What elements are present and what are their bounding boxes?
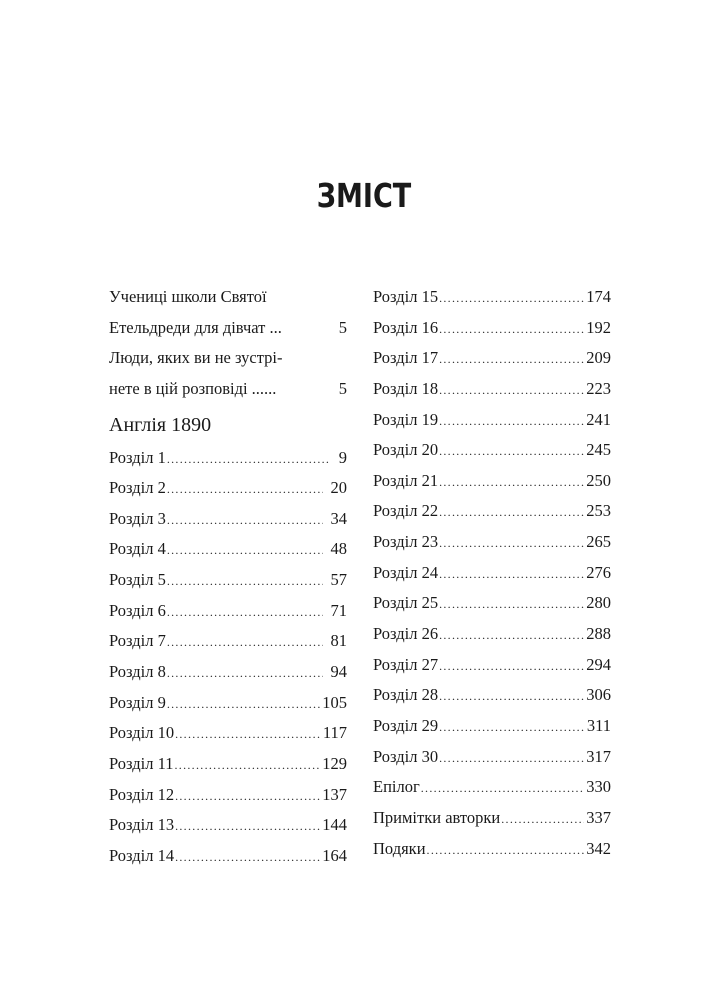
toc-entry[interactable]: [109, 473, 347, 504]
toc-entry-page: 94: [330, 662, 347, 682]
toc-entry-page: 265: [586, 532, 611, 552]
toc-entry[interactable]: [373, 834, 611, 865]
toc-leader-dots: [439, 283, 584, 314]
toc-section-heading: Англія 1890: [109, 413, 212, 436]
toc-entry[interactable]: [373, 405, 611, 436]
toc-leader-dots: [167, 597, 323, 628]
toc-entry[interactable]: [109, 443, 347, 474]
toc-leader-dots: [175, 842, 320, 873]
toc-entry-label: Розділ 9: [109, 692, 166, 712]
toc-entry-page: 241: [586, 409, 611, 429]
toc-entry[interactable]: [109, 657, 347, 688]
toc-leader-dots: [439, 497, 584, 528]
toc-entry[interactable]: [373, 282, 611, 313]
toc-entry-label: Розділ 6: [109, 600, 166, 620]
toc-entry-label: Учениці школи Святої: [109, 287, 267, 306]
toc-entry[interactable]: [109, 313, 347, 344]
toc-entry[interactable]: [109, 374, 347, 405]
toc-entry-page: 288: [586, 624, 611, 644]
toc-leader-dots: [167, 474, 323, 505]
toc-entry[interactable]: [109, 504, 347, 535]
toc-entry-label: Розділ 4: [109, 539, 166, 559]
toc-entry[interactable]: [373, 619, 611, 650]
toc-right-column: [373, 282, 611, 864]
toc-entry[interactable]: [373, 558, 611, 589]
toc-leader-dots: [439, 620, 584, 651]
toc-entry[interactable]: [373, 374, 611, 405]
toc-leader-dots: [167, 658, 323, 689]
toc-entry-page: 223: [586, 378, 611, 398]
toc-entry-label: Розділ 17: [373, 348, 439, 368]
toc-entry-label: Розділ 21: [373, 470, 439, 490]
toc-leader-dots: [439, 681, 584, 712]
toc-entry[interactable]: [109, 534, 347, 565]
toc-entry-page: 306: [586, 685, 611, 705]
toc-entry-page: 48: [330, 539, 347, 559]
toc-entry-label: Розділ 22: [373, 501, 439, 521]
toc-entry-page: 317: [586, 746, 611, 766]
toc-entry-page: 294: [586, 654, 611, 674]
toc-leader-dots: [167, 505, 323, 536]
toc-left-column: [109, 282, 347, 872]
toc-leader-dots: [427, 835, 585, 866]
toc-entry-label: Подяки: [373, 838, 426, 858]
toc-entry[interactable]: [373, 527, 611, 558]
toc-leader-dots: [175, 811, 320, 842]
toc-entry-page: 9: [338, 447, 347, 467]
toc-entry-label: Примітки авторки: [373, 807, 501, 827]
toc-entry-page: 245: [586, 440, 611, 460]
toc-entry-page: 276: [586, 562, 611, 582]
toc-entry[interactable]: [373, 803, 611, 834]
toc-leader-dots: [439, 375, 584, 406]
toc-entry-label: Розділ 1: [109, 447, 166, 467]
toc-entry[interactable]: [373, 742, 611, 773]
toc-entry-label: Розділ 27: [373, 654, 439, 674]
toc-entry-label: Розділ 5: [109, 570, 166, 590]
toc-entry-label: Розділ 25: [373, 593, 439, 613]
toc-entry-label: Розділ 16: [373, 317, 439, 337]
toc-entry-label: Епілог: [373, 777, 420, 797]
toc-entry-page: 34: [330, 508, 347, 528]
toc-entry-label: Розділ 14: [109, 845, 175, 865]
toc-leader-dots: [167, 627, 323, 658]
toc-leader-dots: [439, 344, 584, 375]
toc-entry-page: 129: [322, 753, 347, 773]
toc-leader-dots: [439, 651, 584, 682]
toc-leader-dots: [421, 773, 585, 804]
toc-leader-dots: [439, 743, 584, 774]
toc-leader-dots: [439, 314, 584, 345]
toc-entry[interactable]: [373, 496, 611, 527]
toc-leader-dots: [439, 712, 585, 743]
toc-entry[interactable]: [373, 588, 611, 619]
toc-entry-page: 20: [330, 478, 347, 498]
toc-entry-page: 81: [330, 631, 347, 651]
toc-entry-label: Люди, яких ви не зустрі-: [109, 348, 283, 368]
toc-intro-line: [109, 282, 347, 313]
toc-leader-dots: [174, 750, 320, 781]
toc-leader-dots: [175, 781, 320, 812]
toc-entry-page: 280: [586, 593, 611, 613]
toc-entry[interactable]: [109, 626, 347, 657]
toc-entry-page: 71: [330, 600, 347, 620]
toc-entry[interactable]: [373, 772, 611, 803]
toc-entry[interactable]: [109, 841, 347, 872]
toc-entry-label: Розділ 11: [109, 753, 174, 773]
toc-entry[interactable]: [373, 711, 611, 742]
toc-entry-page: 311: [586, 715, 611, 735]
toc-leader-dots: [439, 467, 584, 498]
toc-entry-label: Розділ 24: [373, 562, 439, 582]
toc-entry-label: Розділ 26: [373, 624, 439, 644]
toc-leader-dots: [439, 559, 584, 590]
toc-entry-page: 137: [322, 784, 347, 804]
toc-entry-label: Розділ 19: [373, 409, 439, 429]
toc-entry-page: 117: [322, 723, 347, 743]
toc-entry[interactable]: [373, 343, 611, 374]
toc-entry-page: 330: [586, 777, 611, 797]
toc-entry-label: Розділ 7: [109, 631, 166, 651]
toc-leader-dots: [167, 566, 323, 597]
toc-entry-label: Розділ 20: [373, 440, 439, 460]
toc-entry-page: 174: [586, 287, 611, 306]
toc-leader-dots: [167, 535, 323, 566]
toc-entry[interactable]: [109, 596, 347, 627]
toc-entry[interactable]: [373, 680, 611, 711]
toc-entry-label: Розділ 3: [109, 508, 166, 528]
toc-entry-label: Розділ 23: [373, 532, 439, 552]
toc-entry[interactable]: [109, 810, 347, 841]
toc-entry-page: 209: [586, 348, 611, 368]
toc-entry-page: 5: [338, 378, 347, 398]
toc-entry[interactable]: [373, 650, 611, 681]
toc-entry-label: Розділ 10: [109, 723, 175, 743]
toc-entry-label: Розділ 28: [373, 685, 439, 705]
toc-entry-page: 57: [330, 570, 347, 590]
toc-entry-label: Розділ 18: [373, 378, 439, 398]
toc-leader-dots: [167, 444, 331, 475]
toc-entry-label: Розділ 13: [109, 815, 175, 835]
toc-entry-page: 144: [322, 815, 347, 835]
toc-leader-dots: [167, 689, 320, 720]
toc-entry[interactable]: [373, 313, 611, 344]
toc-entry[interactable]: [109, 565, 347, 596]
toc-leader-dots: [439, 589, 584, 620]
toc-entry[interactable]: [109, 688, 347, 719]
toc-leader-dots: [175, 719, 321, 750]
toc-intro-line: [109, 343, 347, 374]
toc-entry-page: 342: [586, 838, 611, 858]
toc-entry-label: Етельдреди для дівчат ...: [109, 317, 282, 337]
toc-entry-page: 105: [322, 692, 347, 712]
toc-entry-label: нете в цій розповіді ......: [109, 378, 277, 398]
toc-entry-page: 5: [338, 317, 347, 337]
toc-entry-label: Розділ 29: [373, 715, 439, 735]
toc-entry-page: 337: [586, 807, 611, 827]
toc-entry-label: Розділ 30: [373, 746, 439, 766]
toc-entry-label: Розділ 2: [109, 478, 166, 498]
toc-entry-label: Розділ 8: [109, 662, 166, 682]
toc-entry-label: Розділ 12: [109, 784, 175, 804]
toc-entry[interactable]: [109, 749, 347, 780]
toc-leader-dots: [439, 528, 584, 559]
toc-entry[interactable]: [109, 718, 347, 749]
toc-leader-dots: [501, 804, 584, 835]
toc-leader-dots: [439, 436, 584, 467]
toc-leader-dots: [439, 406, 584, 437]
toc-entry[interactable]: [373, 435, 611, 466]
toc-entry[interactable]: [109, 780, 347, 811]
toc-entry-page: 250: [586, 470, 611, 490]
toc-entry-label: Розділ 15: [373, 287, 439, 306]
toc-entry-page: 164: [322, 845, 347, 865]
page-title: ЗМІСТ: [316, 176, 412, 215]
toc-entry[interactable]: [373, 466, 611, 497]
toc-entry-page: 192: [586, 317, 611, 337]
toc-entry-page: 253: [586, 501, 611, 521]
